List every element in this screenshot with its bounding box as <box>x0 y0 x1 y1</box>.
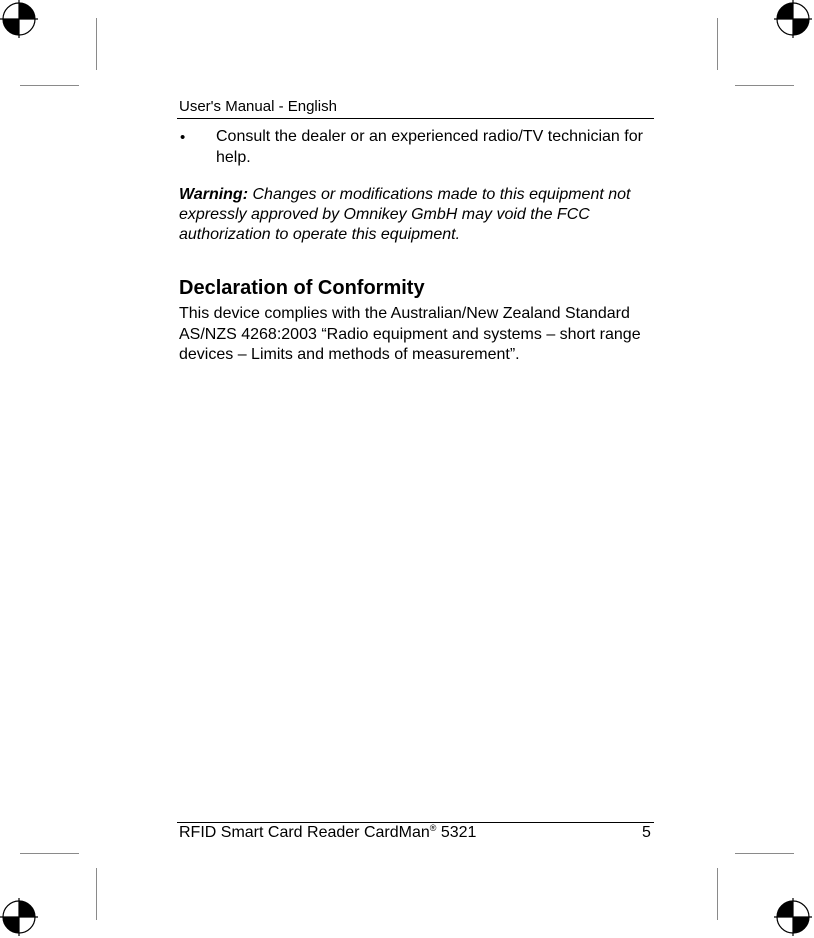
crop-line-bottom-right-h <box>735 853 794 854</box>
section-body: This device complies with the Australian/New Zealand Standard AS/NZS 4268:2003 “Radio equipment and systems – short range devices – Limits and methods of measurement”. <box>179 305 641 363</box>
footer-product-name <box>179 823 476 843</box>
registration-mark-top-right-icon <box>774 0 812 38</box>
footer-registered-mark: ® <box>429 823 437 833</box>
bullet-text: Consult the dealer or an experienced radio/TV technician for help. <box>216 128 643 166</box>
warning-paragraph <box>179 185 659 245</box>
crop-line-bottom-left-v <box>96 868 97 920</box>
footer-model: 5321 <box>436 824 477 841</box>
warning-label: Warning: <box>179 186 249 203</box>
page-number: 5 <box>642 824 651 841</box>
footer-product: RFID Smart Card Reader CardMan <box>179 824 430 841</box>
warning-text: Changes or modifications made to this equipment not expressly approved by Omnikey GmbH may void the FCC authorization to operate this equipment. <box>179 186 631 243</box>
crop-line-top-right-v <box>717 18 718 70</box>
section-title: Declaration of Conformity <box>179 277 425 299</box>
registration-mark-bottom-right-icon <box>774 898 812 936</box>
crop-line-bottom-left-h <box>20 853 79 854</box>
registration-mark-top-left-icon <box>0 0 38 38</box>
page-header: User's Manual - English <box>179 98 337 115</box>
crop-line-top-left-h <box>20 85 79 86</box>
header-rule <box>177 118 654 119</box>
crop-line-top-right-h <box>735 85 794 86</box>
bullet-icon: • <box>180 129 186 146</box>
crop-line-bottom-right-v <box>717 868 718 920</box>
registration-mark-bottom-left-icon <box>0 898 38 936</box>
crop-line-top-left-v <box>96 18 97 70</box>
